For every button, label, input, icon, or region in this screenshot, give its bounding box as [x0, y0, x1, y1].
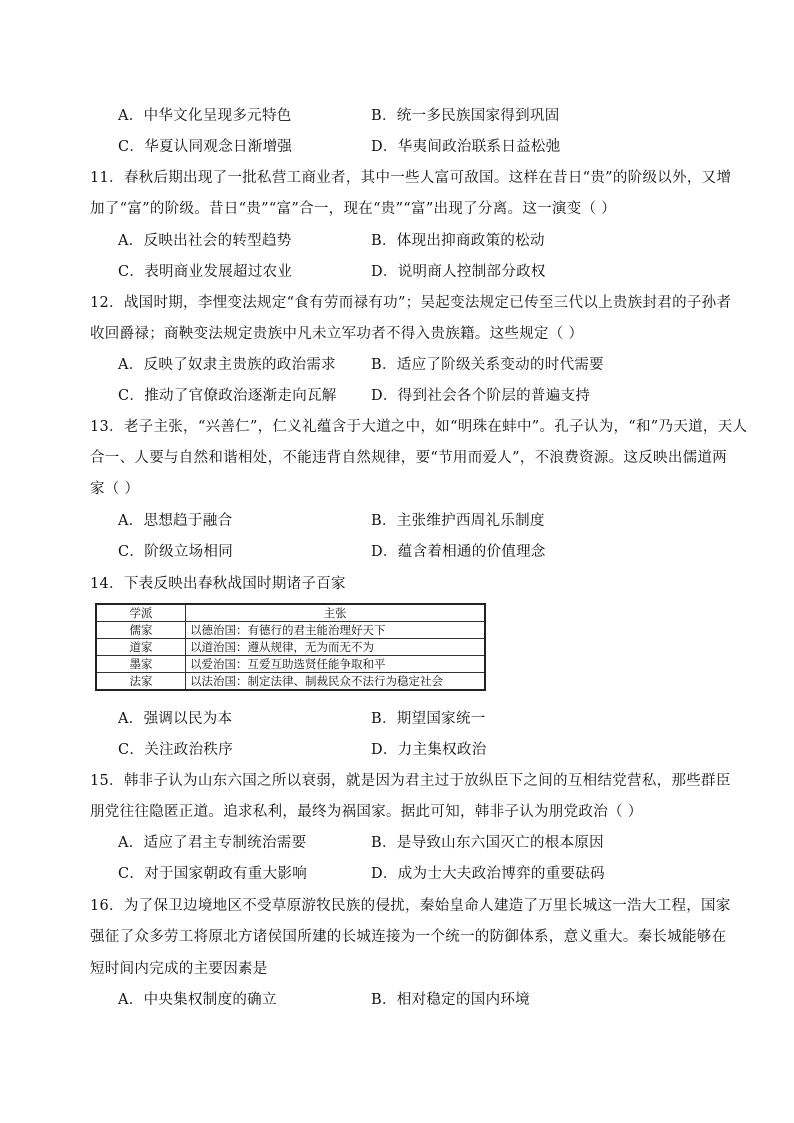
q11-option-c: C．表明商业发展超过农业: [118, 264, 293, 280]
q12-stem-line-2: 收回爵禄；商鞅变法规定贵族中凡未立军功者不得入贵族籍。这些规定（ ）: [90, 326, 584, 342]
q12-option-d: D．得到社会各个阶层的普遍支持: [371, 388, 591, 404]
table-header-school: 学派: [96, 604, 186, 622]
q11-option-a: A．反映出社会的转型趋势: [118, 233, 292, 249]
table-cell-claim: 以德治国：有德行的君主能治理好天下: [186, 622, 486, 639]
table-cell-school: 道家: [96, 639, 186, 656]
q15-option-d: D．成为士大夫政治博弈的重要砝码: [371, 866, 605, 882]
q10-option-d: D．华夷间政治联系日益松弛: [371, 139, 561, 155]
table-cell-claim: 以法治国：制定法律、制裁民众不法行为稳定社会: [186, 673, 486, 691]
table-row: [96, 656, 485, 673]
q15-option-a: A．适应了君主专制统治需要: [118, 835, 307, 851]
q16-stem-line-2: 强征了众多劳工将原北方诸侯国所建的长城连接为一个统一的防御体系，意义重大。秦长城能够在: [90, 929, 727, 945]
q13-option-d: D．蕴含着相通的价值理念: [371, 544, 546, 560]
q12-stem-line-1: 12．战国时期，李悝变法规定“食有劳而禄有功”；吴起变法规定已传至三代以上贵族封君的子孙者: [90, 295, 732, 311]
q11-stem-line-2: 加了“富”的阶级。昔日“贵”“富”合一，现在“贵”“富”出现了分离。这一演变（ ）: [90, 201, 617, 217]
q11-option-d: D．说明商人控制部分政权: [371, 264, 546, 280]
q13-option-a: A．思想趋于融合: [118, 513, 233, 529]
q14-option-b: B．期望国家统一: [371, 711, 486, 727]
q16-stem-line-1: 16．为了保卫边境地区不受草原游牧民族的侵扰，秦始皇命人建造了万里长城这一浩大工程，国家: [90, 898, 731, 914]
table-cell-claim: 以道治国：遵从规律，无为而无不为: [186, 639, 486, 656]
q13-option-c: C．阶级立场相同: [118, 544, 234, 560]
q13-stem-line-2: 合一、人要与自然和谐相处，不能违背自然规律，要“节用而爱人”，不浪费资源。这反映出儒道两: [90, 450, 728, 466]
table-cell-claim: 以爱治国：互爱互助选贤任能争取和平: [186, 656, 486, 673]
q15-stem-line-2: 朋党往往隐匿正道。追求私利，最终为祸国家。据此可知，韩非子认为朋党政治（ ）: [90, 804, 643, 820]
q16-option-b: B．相对稳定的国内环境: [371, 992, 530, 1008]
q14-option-d: D．力主集权政治: [371, 742, 487, 758]
q12-option-b: B．适应了阶级关系变动的时代需要: [371, 357, 604, 373]
q12-option-a: A．反映了奴隶主贵族的政治需求: [118, 357, 336, 373]
table-cell-school: 墨家: [96, 656, 186, 673]
q13-option-b: B．主张维护西周礼乐制度: [371, 513, 545, 529]
q15-option-c: C．对于国家朝政有重大影响: [118, 866, 308, 882]
q11-stem-line-1: 11．春秋后期出现了一批私营工商业者，其中一些人富可敌国。这样在昔日“贵”的阶级以外，又增: [90, 170, 732, 186]
q15-stem-line-1: 15．韩非子认为山东六国之所以衰弱，就是因为君主过于放纵臣下之间的互相结党营私，那些群臣: [90, 773, 731, 789]
q15-option-b: B．是导致山东六国灭亡的根本原因: [371, 835, 604, 851]
q16-option-a: A．中央集权制度的确立: [118, 992, 277, 1008]
table-header-claim: 主张: [186, 604, 486, 622]
q10-option-b: B．统一多民族国家得到巩固: [371, 108, 560, 124]
table-row: [96, 639, 485, 656]
q16-stem-line-3: 短时间内完成的主要因素是: [90, 961, 268, 977]
q10-option-c: C．华夏认同观念日渐增强: [118, 139, 293, 155]
q13-stem-line-3: 家（ ）: [90, 481, 140, 497]
q10-option-a: A．中华文化呈现多元特色: [118, 108, 292, 124]
q14-option-c: C．关注政治秩序: [118, 742, 234, 758]
table-row: [96, 673, 485, 691]
q14-stem-line-1: 14．下表反映出春秋战国时期诸子百家: [90, 576, 346, 592]
table-header-row: [96, 604, 485, 622]
q11-option-b: B．体现出抑商政策的松动: [371, 233, 545, 249]
schools-of-thought-table: [95, 603, 486, 691]
table-row: [96, 622, 485, 639]
table-cell-school: 儒家: [96, 622, 186, 639]
table-cell-school: 法家: [96, 673, 186, 691]
q14-option-a: A．强调以民为本: [118, 711, 233, 727]
q12-option-c: C．推动了官僚政治逐渐走向瓦解: [118, 388, 337, 404]
q13-stem-line-1: 13．老子主张，“兴善仁”，仁义礼蕴含于大道之中，如“明珠在蚌中”。孔子认为，“和”乃天道，天人: [90, 419, 748, 435]
